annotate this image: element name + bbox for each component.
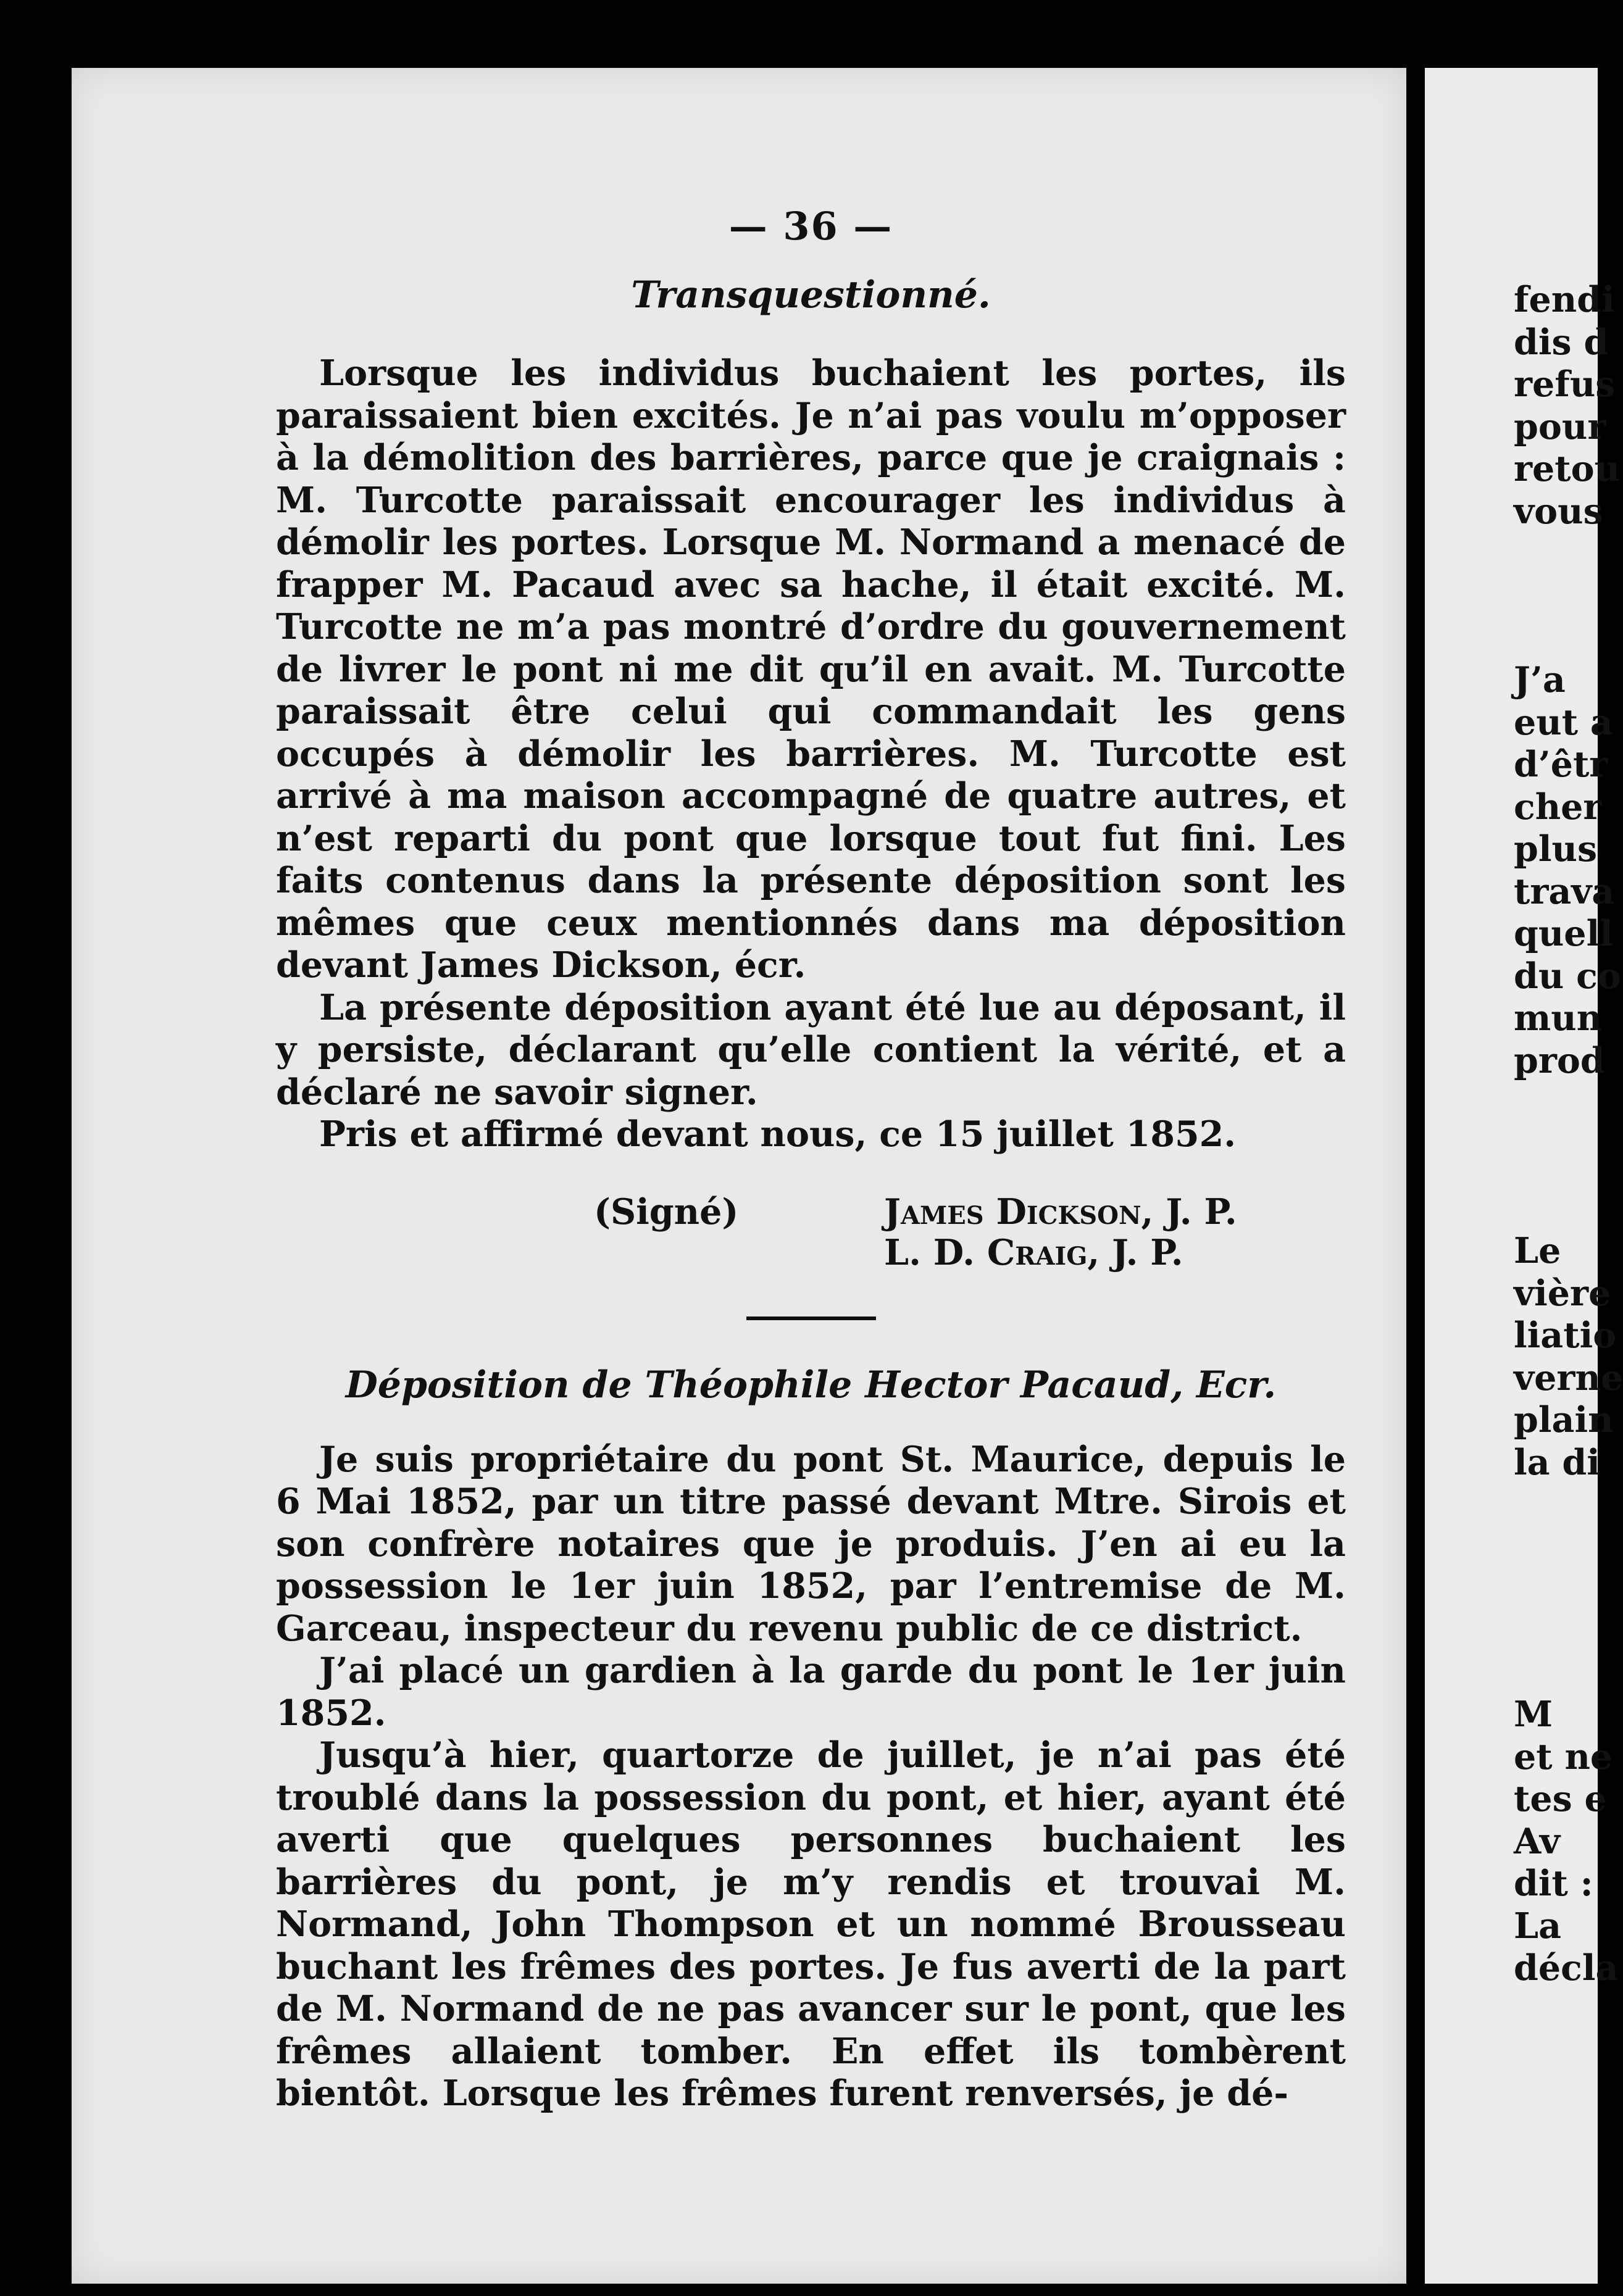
text-fragment: tes e — [1514, 1778, 1607, 1820]
text-fragment: liatio — [1514, 1315, 1617, 1356]
text-fragment: eut a — [1514, 701, 1613, 743]
text-fragment: verne — [1514, 1357, 1623, 1399]
text-fragment: vous — [1514, 490, 1603, 532]
text-fragment: dis d — [1514, 321, 1609, 363]
section-heading: Transquestionné. — [631, 273, 991, 317]
text-fragment: refus — [1514, 364, 1616, 405]
text-fragment: retou — [1514, 448, 1621, 489]
text-fragment: Av — [1514, 1820, 1561, 1862]
signature-label: (Signé) — [594, 1191, 739, 1233]
text-fragment: prod — [1514, 1039, 1605, 1081]
signature-name: L. D. Craig, J. P. — [884, 1231, 1183, 1273]
text-fragment: et ne — [1514, 1736, 1613, 1778]
deposition-heading: Déposition de Théophile Hector Pacaud, Ecr. — [345, 1363, 1277, 1407]
text-fragment: cher — [1514, 786, 1602, 828]
text-fragment: fendi — [1514, 279, 1615, 320]
text-fragment: mun — [1514, 997, 1603, 1039]
text-fragment: plus — [1514, 828, 1598, 870]
text-fragment: la di — [1514, 1441, 1600, 1483]
text-fragment: Le — [1514, 1230, 1561, 1271]
signature-name: James Dickson, J. P. — [884, 1191, 1237, 1233]
text-fragment: vière — [1514, 1272, 1611, 1314]
text-fragment: pour — [1514, 406, 1606, 447]
text-fragment: d’êtr — [1514, 744, 1608, 785]
text-fragment: dit : — [1514, 1863, 1593, 1904]
text-fragment: plain — [1514, 1399, 1614, 1441]
text-fragment: La — [1514, 1905, 1562, 1947]
text-fragment: J’a — [1514, 659, 1566, 701]
signature-block — [276, 1192, 1346, 1273]
page-number: — 36 — — [728, 204, 893, 249]
text-fragment: M — [1514, 1694, 1553, 1735]
paragraph: Je suis propriétaire du pont St. Maurice, depuis le 6 Mai 1852, par un titre passé devant Mtre. Sirois et son confrère notaires que je produis. J’en ai eu la possession le 1er juin 1852, par l’entremise de M. Garceau, inspecteur du revenu public de ce district. — [276, 1438, 1346, 1649]
paragraph: Pris et affirmé devant nous, ce 15 juillet 1852. — [319, 1113, 1237, 1155]
text-fragment: du co — [1514, 955, 1621, 997]
right-page-text — [1514, 279, 1623, 1990]
page-gutter — [1406, 62, 1425, 2296]
section-divider — [746, 1316, 876, 1320]
paragraph: Lorsque les individus buchaient les portes, ils paraissaient bien excités. Je n’ai pas voulu m’opposer à la démolition des barrières, parce que je craignais : M. Turcotte paraissait encourager les individus à démolir les portes. Lorsque M. Normand a menacé de frapper M. Pacaud avec sa hache, il était excité. M. Turcotte ne m’a pas montré d’ordre du gouvernement de livrer le pont ni me dit qu’il en avait. M. Turcotte paraissait être celui qui commandait les gens occupés à démolir les barrières. M. Turcotte est arrivé à ma maison accompagné de quatre autres, et n’est reparti du pont que lorsque tout fut fini. Les faits contenus dans la présente déposition sont les mêmes que ceux mentionnés dans ma déposition devant James Dickson, écr. — [276, 352, 1346, 986]
paragraph: J’ai placé un gardien à la garde du pont le 1er juin 1852. — [276, 1650, 1346, 1734]
text-fragment: quell — [1514, 913, 1613, 954]
left-page-text — [276, 204, 1346, 2115]
text-fragment: décla — [1514, 1947, 1619, 1989]
paragraph: Jusqu’à hier, quartorze de juillet, je n’ai pas été troublé dans la possession du pont, et hier, ayant été averti que quelques personnes buchaient les barrières du pont, je m’y rendis et trouvai M. Normand, John Thompson et un nommé Brousseau buchant les frêmes des portes. Je fus averti de la part de M. Normand de ne pas avancer sur le pont, que les frêmes allaient tomber. En effet ils tombèrent bientôt. Lorsque les frêmes furent renversés, je dé- — [276, 1734, 1346, 2114]
paragraph: La présente déposition ayant été lue au déposant, il y persiste, déclarant qu’elle contient la vérité, et a déclaré ne savoir signer. — [276, 986, 1346, 1113]
text-fragment: trava — [1514, 870, 1615, 912]
